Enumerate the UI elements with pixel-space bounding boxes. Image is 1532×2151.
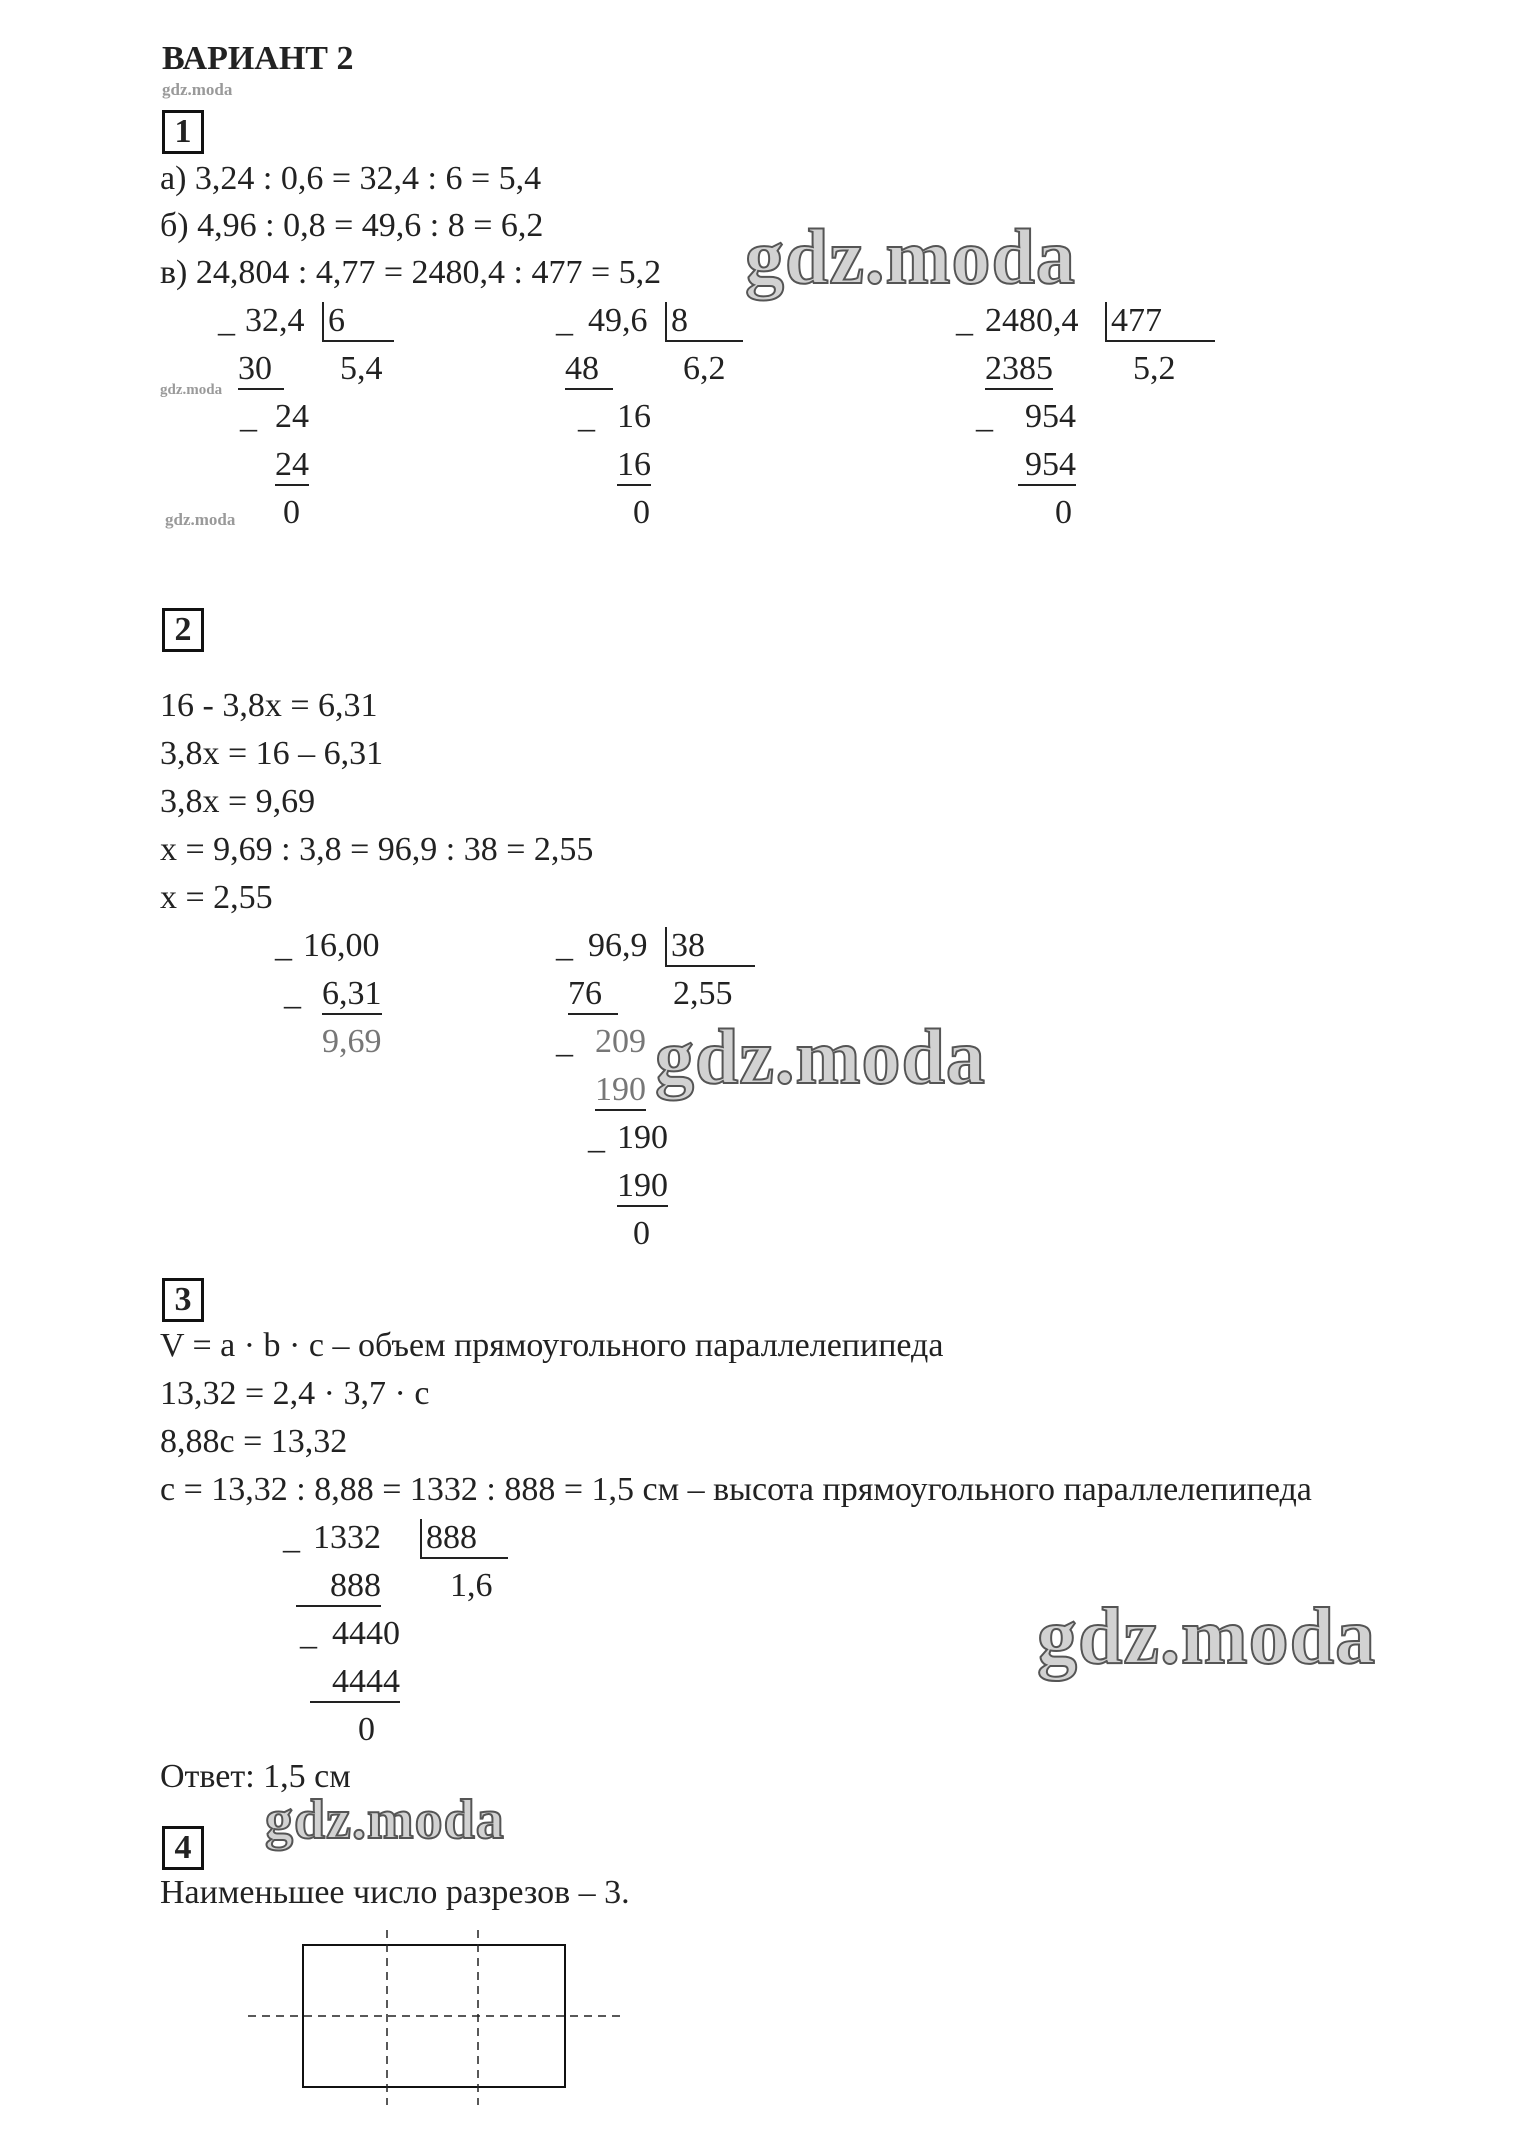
answer: Ответ: 1,5 см bbox=[160, 1758, 351, 1795]
dividend: 49,6 bbox=[588, 302, 648, 339]
divisor: 6 bbox=[322, 302, 394, 342]
subtrahend: 190 bbox=[595, 1071, 646, 1111]
subtrahend: 6,31 bbox=[322, 975, 382, 1015]
remainder: 209 bbox=[595, 1023, 646, 1060]
quotient: 5,4 bbox=[340, 350, 383, 387]
divisor: 8 bbox=[665, 302, 743, 342]
subtrahend: 190 bbox=[617, 1167, 668, 1207]
quotient: 2,55 bbox=[673, 975, 733, 1012]
task2-line: x = 9,69 : 3,8 = 96,9 : 38 = 2,55 bbox=[160, 831, 594, 868]
task2-line: 3,8x = 9,69 bbox=[160, 783, 316, 820]
subtrahend: 16 bbox=[617, 446, 651, 486]
remainder: 16 bbox=[617, 398, 651, 435]
watermark-small: gdz.moda bbox=[162, 80, 233, 99]
remainder: 0 bbox=[358, 1711, 375, 1748]
watermark: gdz.moda bbox=[655, 1013, 986, 1100]
subtrahend: 24 bbox=[275, 446, 309, 486]
task-number-4: 4 bbox=[162, 1826, 204, 1870]
remainder: 0 bbox=[633, 494, 650, 531]
task3-line: V = a · b · c – объем прямоугольного параллелепипеда bbox=[160, 1327, 944, 1364]
page-title: ВАРИАНТ 2 bbox=[162, 40, 354, 77]
task2-line: x = 2,55 bbox=[160, 879, 273, 916]
task-number-1: 1 bbox=[162, 110, 204, 154]
quotient: 6,2 bbox=[683, 350, 726, 387]
task2-line: 16 - 3,8x = 6,31 bbox=[160, 687, 378, 724]
watermark: gdz.moda bbox=[745, 213, 1076, 300]
watermark-small: gdz.moda bbox=[165, 510, 236, 529]
subtrahend: 954 bbox=[1018, 446, 1076, 486]
subtrahend: 4444 bbox=[310, 1663, 400, 1703]
divisor: 38 bbox=[665, 927, 755, 967]
task1-line-b: б) 4,96 : 0,8 = 49,6 : 8 = 6,2 bbox=[160, 207, 544, 244]
subtrahend: 48 bbox=[565, 350, 613, 390]
remainder: 24 bbox=[275, 398, 309, 435]
subtrahend: 2385 bbox=[985, 350, 1053, 390]
dividend: 1332 bbox=[313, 1519, 381, 1556]
remainder: 4440 bbox=[332, 1615, 400, 1652]
cut-diagram bbox=[240, 1930, 640, 2130]
dividend: 2480,4 bbox=[985, 302, 1079, 339]
subtrahend: 888 bbox=[296, 1567, 381, 1607]
watermark: gdz.moda bbox=[265, 1789, 505, 1851]
subtrahend: 76 bbox=[568, 975, 618, 1015]
difference: 9,69 bbox=[322, 1023, 382, 1060]
task-number-2: 2 bbox=[162, 608, 204, 652]
divisor: 477 bbox=[1105, 302, 1215, 342]
remainder: 190 bbox=[617, 1119, 668, 1156]
task3-line: 13,32 = 2,4 · 3,7 · c bbox=[160, 1375, 430, 1412]
task4-text: Наименьшее число разрезов – 3. bbox=[160, 1874, 630, 1911]
quotient: 1,6 bbox=[450, 1567, 493, 1604]
task3-line: 8,88c = 13,32 bbox=[160, 1423, 348, 1460]
watermark: gdz.moda bbox=[1037, 1593, 1377, 1681]
task1-line-c: в) 24,804 : 4,77 = 2480,4 : 477 = 5,2 bbox=[160, 254, 662, 291]
remainder: 954 bbox=[1025, 398, 1076, 435]
remainder: 0 bbox=[283, 494, 300, 531]
task1-line-a: а) 3,24 : 0,6 = 32,4 : 6 = 5,4 bbox=[160, 160, 542, 197]
subtrahend: 30 bbox=[238, 350, 284, 390]
remainder: 0 bbox=[633, 1215, 650, 1252]
dividend: 96,9 bbox=[588, 927, 648, 964]
divisor: 888 bbox=[420, 1519, 508, 1559]
task3-line: c = 13,32 : 8,88 = 1332 : 888 = 1,5 см – высота прямоугольного параллелепипеда bbox=[160, 1471, 1312, 1508]
task-number-3: 3 bbox=[162, 1278, 204, 1322]
task2-line: 3,8x = 16 – 6,31 bbox=[160, 735, 384, 772]
quotient: 5,2 bbox=[1133, 350, 1176, 387]
watermark-small: gdz.moda bbox=[160, 382, 223, 398]
remainder: 0 bbox=[1055, 494, 1072, 531]
dividend: 32,4 bbox=[245, 302, 305, 339]
minuend: 16,00 bbox=[303, 927, 380, 964]
